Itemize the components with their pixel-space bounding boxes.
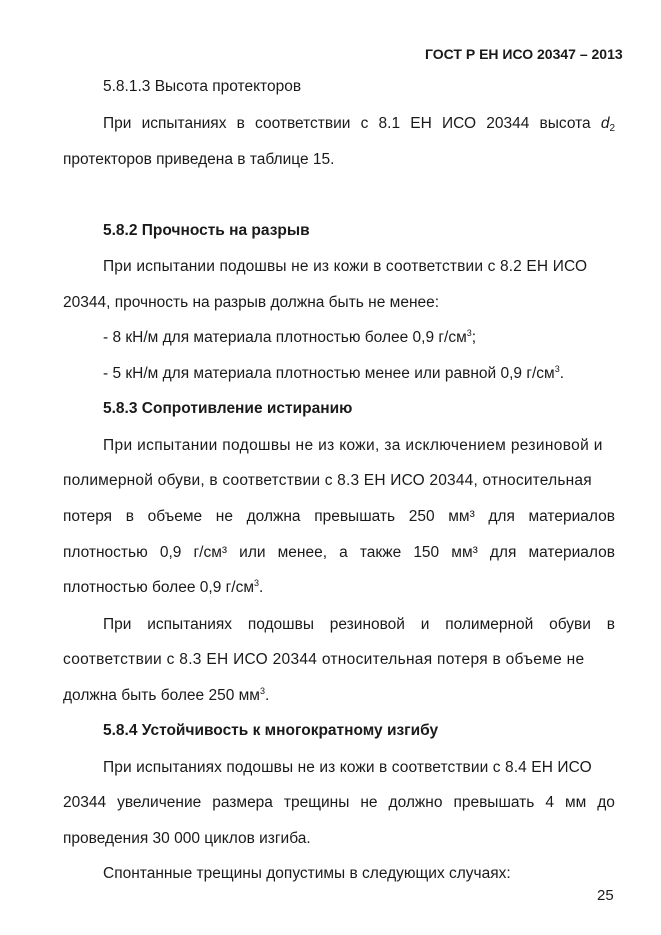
paragraph-line: При испытаниях подошвы не из кожи в соответствии с 8.4 ЕН ИСО <box>103 759 592 776</box>
list-item: - 8 кН/м для материала плотностью более 0,9 $г/см^3$; <box>103 328 477 346</box>
word: материалов <box>528 544 615 561</box>
paragraph-line: полимерной обуви, в соответствии с 8.3 ЕН ИСО 20344, относительная <box>63 472 592 489</box>
word: трещины <box>283 794 350 811</box>
word: в <box>125 508 134 525</box>
word: испытаниях <box>147 616 233 633</box>
section-5-8-3-heading: 5.8.3 Сопротивление истиранию <box>103 400 353 417</box>
word: или <box>239 544 266 561</box>
word: с <box>360 115 369 132</box>
paragraph-line <box>103 615 615 635</box>
list-item: - 5 кН/м для материала плотностью менее или равной 0,9 $г/см^3$. <box>103 364 565 382</box>
document-header: ГОСТ Р ЕН ИСО 20347 – 2013 <box>425 46 623 62</box>
variable-d2: $d_2$ <box>600 115 615 134</box>
paragraph-line <box>63 793 615 813</box>
word: для <box>488 508 515 525</box>
word: 150 <box>413 544 440 561</box>
paragraph-line <box>103 114 615 134</box>
page-number: 25 <box>597 887 614 904</box>
word: для <box>489 544 517 561</box>
word: в <box>606 616 615 633</box>
word: плотностью <box>63 544 148 561</box>
word: должно <box>388 794 443 811</box>
word: и <box>420 616 430 633</box>
section-5-8-4-heading: 5.8.4 Устойчивость к многократному изгибу <box>103 722 439 739</box>
paragraph-line: 20344, прочность на разрыв должна быть не менее: <box>63 294 440 311</box>
section-5-8-2-heading: 5.8.2 Прочность на разрыв <box>103 222 310 239</box>
paragraph-line <box>63 543 615 563</box>
word: испытаниях <box>141 115 227 132</box>
word: превышать <box>453 794 535 811</box>
word: увеличение <box>117 794 202 811</box>
word: При <box>103 616 132 633</box>
paragraph-line <box>63 507 615 527</box>
word: резиновой <box>329 616 405 633</box>
word: не <box>215 508 233 525</box>
paragraph-line: проведения 30 000 циклов изгиба. <box>63 830 311 847</box>
word: мм <box>564 794 587 811</box>
word: мм³ <box>448 508 475 525</box>
word: объеме <box>147 508 203 525</box>
word: При <box>103 115 132 132</box>
paragraph-line: При испытании подошвы не из кожи, за исключением резиновой и <box>103 437 603 454</box>
word: 4 <box>545 794 554 811</box>
paragraph-line: соответствии с 8.3 ЕН ИСО 20344 относительная потеря в объеме не <box>63 651 585 668</box>
word: ИСО <box>442 115 477 132</box>
word: соответствии <box>255 115 351 132</box>
word: до <box>597 794 615 811</box>
paragraph-line: При испытании подошвы не из кожи в соответствии с 8.2 ЕН ИСО <box>103 258 588 275</box>
paragraph-line: плотностью более 0,9 $г/см^3$. <box>63 578 264 596</box>
word: а <box>339 544 348 561</box>
word: 8.1 <box>378 115 401 132</box>
paragraph-line: протекторов приведена в таблице 15. <box>63 151 335 168</box>
word: высота <box>539 115 591 132</box>
word: превышать <box>314 508 396 525</box>
word: менее, <box>277 544 328 561</box>
word: мм³ <box>451 544 478 561</box>
word: должна <box>246 508 301 525</box>
word: потеря <box>63 508 113 525</box>
word: ЕН <box>410 115 432 132</box>
word: материалов <box>528 508 615 525</box>
paragraph-line: Спонтанные трещины допустимы в следующих случаях: <box>103 865 511 882</box>
word: 20344 <box>486 115 530 132</box>
section-5-8-1-3-heading: 5.8.1.3 Высота протекторов <box>103 78 302 95</box>
word: в <box>236 115 245 132</box>
word: г/см³ <box>193 544 228 561</box>
word: 0,9 <box>159 544 182 561</box>
word: также <box>359 544 402 561</box>
paragraph-line: должна быть более 250 $мм^3$. <box>63 686 270 704</box>
word: не <box>360 794 378 811</box>
word: полимерной <box>445 616 534 633</box>
word: обуви <box>549 616 591 633</box>
word: подошвы <box>247 616 314 633</box>
word: размера <box>212 794 273 811</box>
word: 20344 <box>63 794 107 811</box>
word: 250 <box>408 508 435 525</box>
